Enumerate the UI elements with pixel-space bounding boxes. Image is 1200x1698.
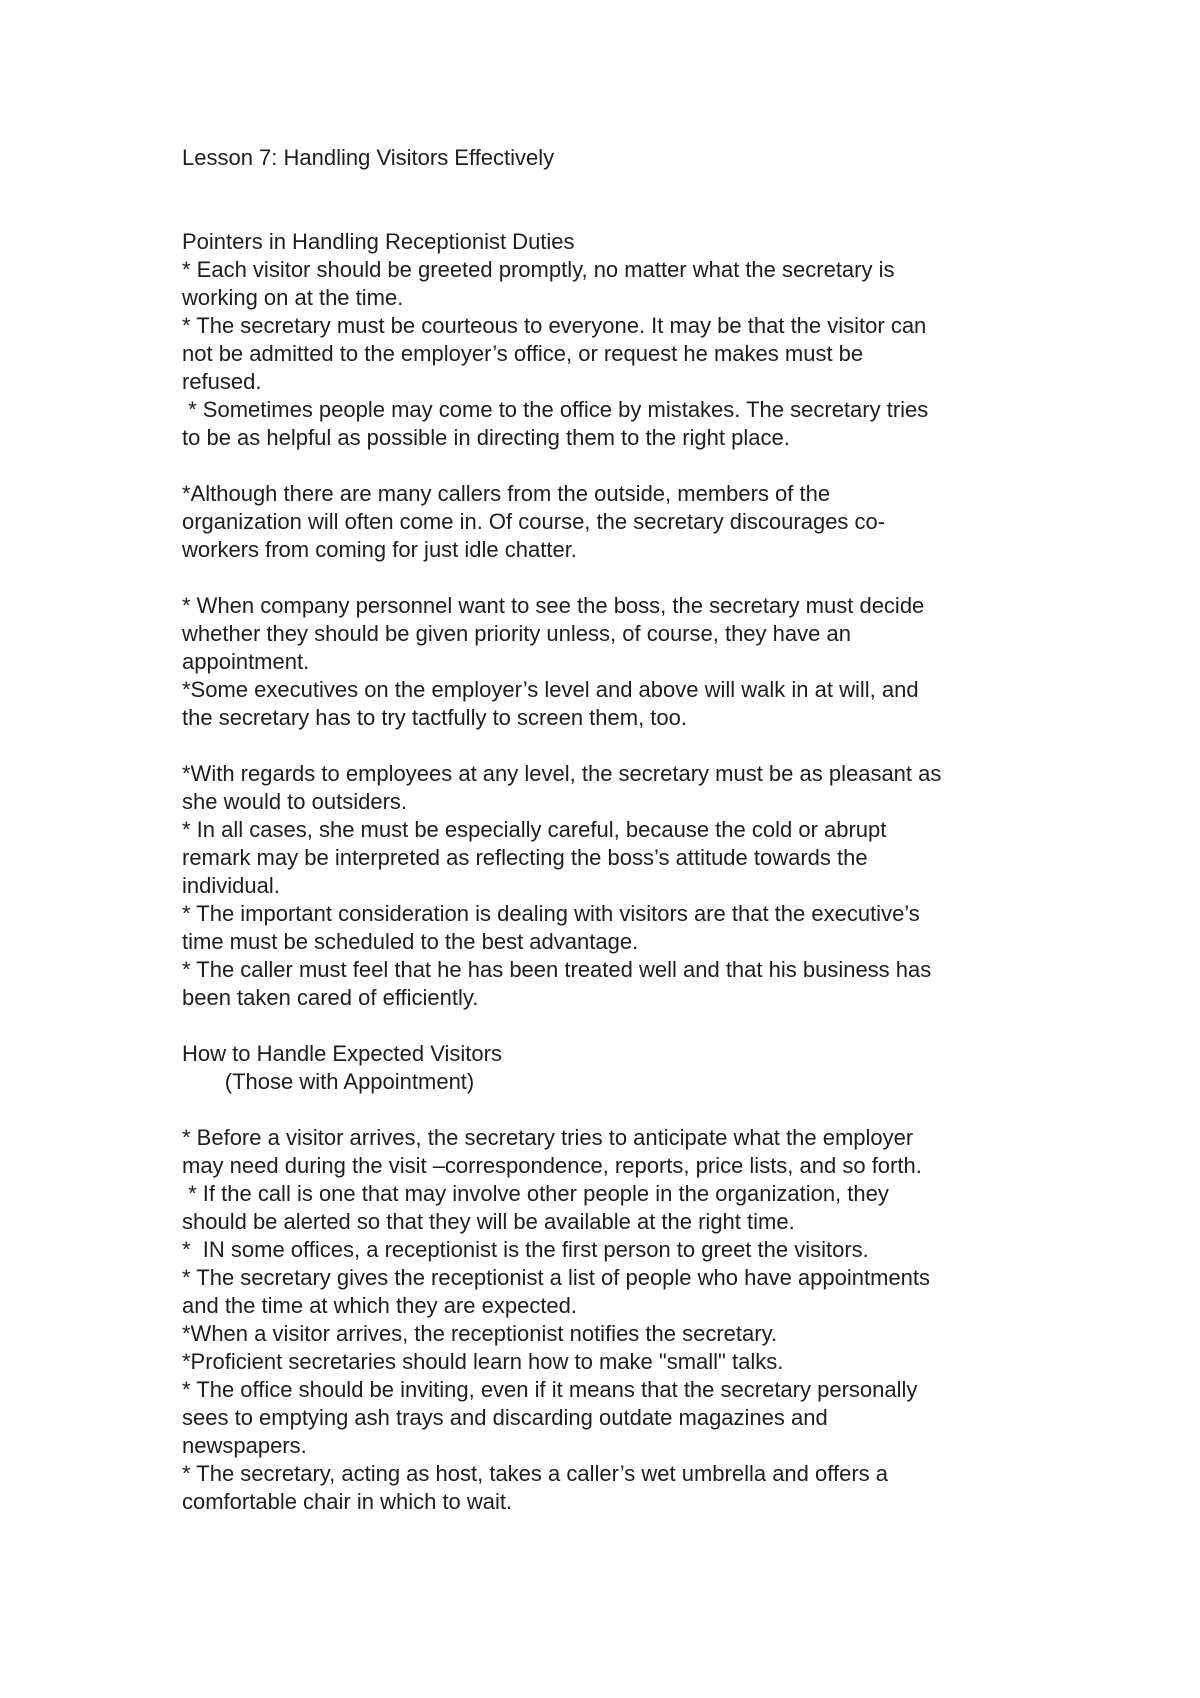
spacer <box>182 564 1052 592</box>
text-line: should be alerted so that they will be available at the right time. <box>182 1209 795 1234</box>
spacer <box>182 1012 1052 1040</box>
text-line: * The important consideration is dealing with visitors are that the executive’s <box>182 901 920 926</box>
text-line: individual. <box>182 873 280 898</box>
text-line: not be admitted to the employer’s office, or request he makes must be <box>182 341 864 366</box>
document-title: Lesson 7: Handling Visitors Effectively <box>182 145 555 170</box>
text-line: comfortable chair in which to wait. <box>182 1489 513 1514</box>
section-heading-expected-visitors: How to Handle Expected Visitors <box>182 1041 502 1066</box>
text-line: sees to emptying ash trays and discarding outdate magazines and <box>182 1405 828 1430</box>
spacer <box>182 732 1052 760</box>
section-heading-receptionist-duties: Pointers in Handling Receptionist Duties <box>182 229 575 254</box>
text-line: she would to outsiders. <box>182 789 408 814</box>
text-line: been taken cared of efficiently. <box>182 985 479 1010</box>
text-line: * The office should be inviting, even if it means that the secretary personally <box>182 1377 918 1402</box>
text-line: working on at the time. <box>182 285 404 310</box>
text-line: *Proficient secretaries should learn how to make "small" talks. <box>182 1349 784 1374</box>
text-line: *When a visitor arrives, the receptionist notifies the secretary. <box>182 1321 778 1346</box>
text-line: * Sometimes people may come to the office by mistakes. The secretary tries <box>182 397 929 422</box>
text-line: time must be scheduled to the best advantage. <box>182 929 639 954</box>
spacer <box>182 452 1052 480</box>
text-line: may need during the visit –correspondence, reports, price lists, and so forth. <box>182 1153 922 1178</box>
text-line: *With regards to employees at any level, the secretary must be as pleasant as <box>182 761 942 786</box>
text-line: * If the call is one that may involve other people in the organization, they <box>182 1181 889 1206</box>
text-line: refused. <box>182 369 262 394</box>
text-line: * In all cases, she must be especially careful, because the cold or abrupt <box>182 817 887 842</box>
text-line: whether they should be given priority unless, of course, they have an <box>182 621 851 646</box>
text-line: * The secretary gives the receptionist a list of people who have appointments <box>182 1265 931 1290</box>
text-line: * IN some offices, a receptionist is the first person to greet the visitors. <box>182 1237 869 1262</box>
text-line: * Before a visitor arrives, the secretary tries to anticipate what the employer <box>182 1125 914 1150</box>
text-line: * The caller must feel that he has been treated well and that his business has <box>182 957 932 982</box>
text-line: * The secretary must be courteous to everyone. It may be that the visitor can <box>182 313 927 338</box>
text-line: remark may be interpreted as reflecting the boss’s attitude towards the <box>182 845 868 870</box>
text-line: workers from coming for just idle chatter. <box>182 537 577 562</box>
text-line: * The secretary, acting as host, takes a caller’s wet umbrella and offers a <box>182 1461 888 1486</box>
text-line: *Some executives on the employer’s level and above will walk in at will, and <box>182 677 919 702</box>
document-body <box>182 144 1052 1516</box>
text-line: organization will often come in. Of course, the secretary discourages co- <box>182 509 886 534</box>
text-line: *Although there are many callers from the outside, members of the <box>182 481 831 506</box>
text-line: the secretary has to try tactfully to screen them, too. <box>182 705 688 730</box>
text-line: * When company personnel want to see the boss, the secretary must decide <box>182 593 925 618</box>
text-line: * Each visitor should be greeted promptly, no matter what the secretary is <box>182 257 895 282</box>
spacer <box>182 172 1052 228</box>
text-line: and the time at which they are expected. <box>182 1293 578 1318</box>
text-line: appointment. <box>182 649 310 674</box>
section-subheading: (Those with Appointment) <box>182 1069 475 1094</box>
text-line: to be as helpful as possible in directing them to the right place. <box>182 425 790 450</box>
text-line: newspapers. <box>182 1433 307 1458</box>
spacer <box>182 1096 1052 1124</box>
